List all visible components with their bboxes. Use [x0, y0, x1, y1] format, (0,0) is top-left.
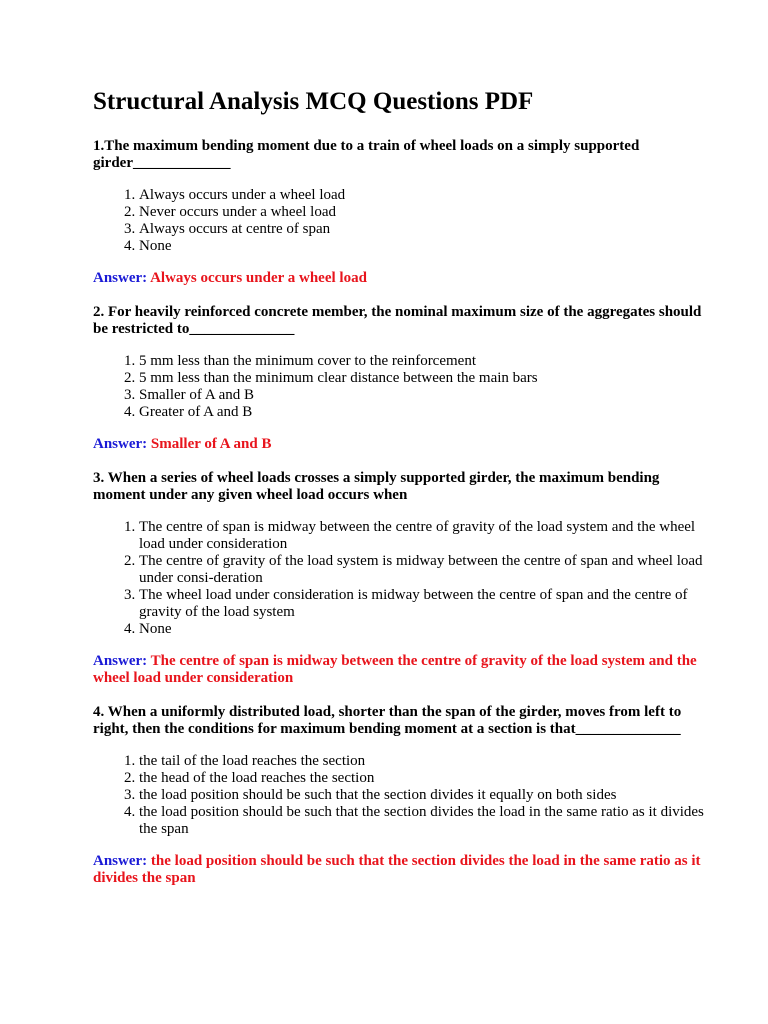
- question-block: [93, 704, 708, 887]
- answer-line: [93, 436, 708, 453]
- question-text: 2. For heavily reinforced concrete member, the nominal maximum size of the aggregates should be restricted to______________: [93, 304, 702, 337]
- options-list: [93, 519, 708, 638]
- option-item: 4. None: [139, 621, 708, 638]
- option-item: 4. the load position should be such that the section divides the load in the same ratio as it divides the span: [139, 804, 708, 838]
- options-list: [93, 753, 708, 838]
- option-item: 1. Always occurs under a wheel load: [139, 187, 708, 204]
- answer-text: the load position should be such that the section divides the load in the same ratio as it divides the span: [93, 853, 701, 886]
- question-text: 1.The maximum bending moment due to a train of wheel loads on a simply supported girder_____________: [93, 138, 640, 171]
- answer-text: Always occurs under a wheel load: [150, 270, 367, 286]
- option-item: 1. 5 mm less than the minimum cover to the reinforcement: [139, 353, 708, 370]
- answer-line: [93, 653, 708, 687]
- options-list: [93, 353, 708, 421]
- option-item: 3. Always occurs at centre of span: [139, 221, 708, 238]
- page-title: Structural Analysis MCQ Questions PDF: [93, 88, 534, 115]
- option-item: 3. The wheel load under consideration is midway between the centre of span and the centre of gravity of the load system: [139, 587, 708, 621]
- answer-label: Answer:: [93, 436, 148, 452]
- option-item: 2. the head of the load reaches the section: [139, 770, 708, 787]
- option-item: 4. None: [139, 238, 708, 255]
- option-item: 2. 5 mm less than the minimum clear distance between the main bars: [139, 370, 708, 387]
- question-block: [93, 470, 708, 687]
- options-list: [93, 187, 708, 255]
- question-block: [93, 138, 708, 287]
- answer-line: [93, 853, 708, 887]
- question-text: 3. When a series of wheel loads crosses a simply supported girder, the maximum bending moment under any given wheel load occurs when: [93, 470, 660, 503]
- answer-label: Answer:: [93, 653, 148, 669]
- option-item: 2. The centre of gravity of the load system is midway between the centre of span and wheel load under consi-deration: [139, 553, 708, 587]
- question-text: 4. When a uniformly distributed load, shorter than the span of the girder, moves from left to right, then the conditions for maximum bending moment at a section is that______________: [93, 704, 682, 737]
- option-item: 1. the tail of the load reaches the section: [139, 753, 708, 770]
- option-item: 2. Never occurs under a wheel load: [139, 204, 708, 221]
- answer-text: The centre of span is midway between the centre of gravity of the load system and the wheel load under consideration: [93, 653, 697, 686]
- option-item: 4. Greater of A and B: [139, 404, 708, 421]
- option-item: 3. Smaller of A and B: [139, 387, 708, 404]
- option-item: 1. The centre of span is midway between the centre of gravity of the load system and the wheel load under consideration: [139, 519, 708, 553]
- option-item: 3. the load position should be such that the section divides it equally on both sides: [139, 787, 708, 804]
- answer-label: Answer:: [93, 270, 148, 286]
- question-block: [93, 304, 708, 453]
- answer-text: Smaller of A and B: [150, 436, 272, 452]
- answer-label: Answer:: [93, 853, 148, 869]
- answer-line: [93, 270, 708, 287]
